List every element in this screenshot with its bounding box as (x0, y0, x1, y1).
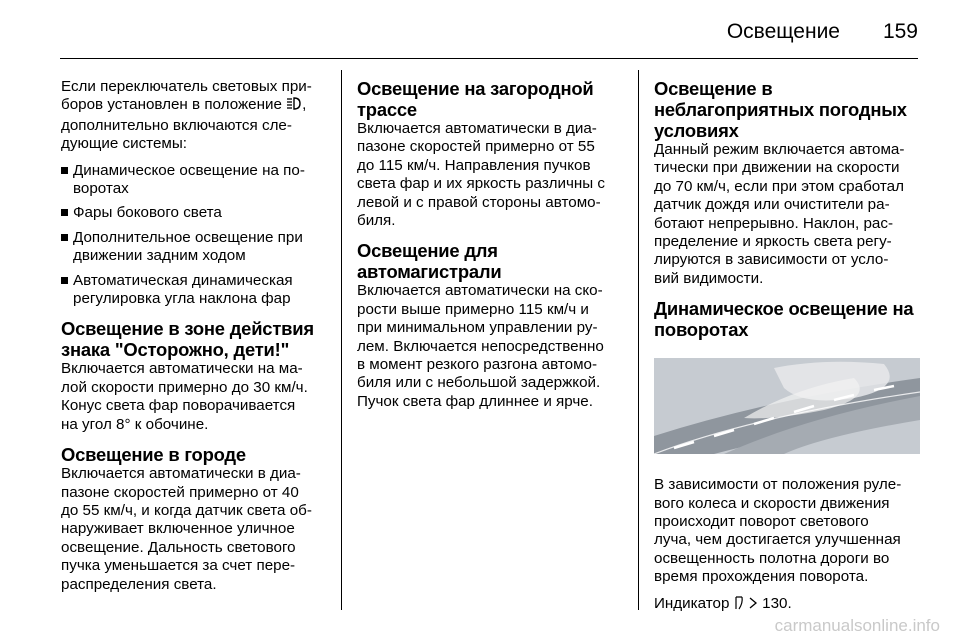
bullet-square-icon (61, 209, 68, 216)
column-1 (61, 78, 333, 604)
intro-paragraph: Если переключатель световых при- боров установлен в положение , дополнительно включаются сле- дующие системы: (61, 78, 312, 153)
list-item: Динамическое освещение на по- воротах (61, 162, 333, 199)
list-item: Автоматическая динамическая регулировка угла наклона фар (61, 272, 333, 309)
section-motorway (357, 240, 629, 411)
column-3 (654, 78, 926, 625)
column-divider-2 (638, 70, 639, 610)
auto-light-switch-icon (286, 96, 302, 116)
section-text: Включается автоматически на ско- рости выше примерно 115 км/ч и при минимальном управлении ру- лем. Включается непосредственно в момент резкого разгона автомо- биля или с небольшой задержкой. Пучок света фар длиннее и ярче. (357, 282, 604, 410)
list-item: Фары бокового света (61, 204, 333, 222)
cornering-light-illustration (654, 358, 920, 454)
list-item: Дополнительное освещение при движении задним ходом (61, 229, 333, 266)
section-heading: Освещение в зоне действия знака "Осторожно, дети!" (61, 318, 314, 361)
cornering-light-indicator-icon (734, 596, 744, 615)
section-text: Включается автоматически в диа- пазоне скоростей примерно от 55 до 115 км/ч. Направления пучков света фар и их яркость различны с левой и с правой стороны автомо- биля. (357, 120, 605, 230)
section-country-road (357, 78, 629, 230)
column-divider-1 (341, 70, 342, 610)
section-text: Данный режим включается автома- тически при движении на скорости до 70 км/ч, если при этом сработал датчик дождя или очистители ра- ботают непрерывно. Наклон, рас- пределение и яркость света регу- лируются в зависимости от усло- вий видимости. (654, 141, 905, 287)
section-heading: Освещение для автомагистрали (357, 240, 502, 283)
bullet-square-icon (61, 277, 68, 284)
section-text: Включается автоматически в диа- пазоне скоростей примерно от 40 до 55 км/ч, и когда датчик света об- наруживает включенное уличное освещение. Дальность светового пучка уменьшается за счет пере- распределения света. (61, 465, 312, 593)
column-2 (357, 78, 629, 421)
bullet-square-icon (61, 167, 68, 174)
page-reference-arrow-icon[interactable] (748, 596, 758, 615)
section-heading: Динамическое освещение на поворотах (654, 298, 914, 341)
section-heading: Освещение в неблагоприятных погодных условиях (654, 78, 907, 141)
indicator-reference: Индикатор 130. (654, 595, 926, 615)
section-text: В зависимости от положения руле- вого колеса и скорости движения происходит поворот светового луча, чем достигается улучшенная освещенность полотна дороги во время прохождения поворота. (654, 476, 902, 586)
section-children-zone (61, 318, 333, 434)
section-text: Включается автоматически на ма- лой скорости примерно до 30 км/ч. Конус света фар поворачивается на угол 8° к обочине. (61, 360, 308, 433)
section-bad-weather (654, 78, 926, 288)
section-heading: Освещение в городе (61, 444, 246, 466)
page-title: Освещение (726, 20, 840, 43)
systems-list (61, 162, 333, 309)
section-heading: Освещение на загородной трассе (357, 78, 594, 120)
header-rule (60, 58, 918, 59)
page-number: 159 (882, 20, 918, 43)
bullet-square-icon (61, 234, 68, 241)
section-cornering-light (654, 298, 926, 615)
watermark: carmanualsonline.info (774, 616, 940, 635)
page-header (0, 0, 960, 62)
section-city (61, 444, 333, 594)
